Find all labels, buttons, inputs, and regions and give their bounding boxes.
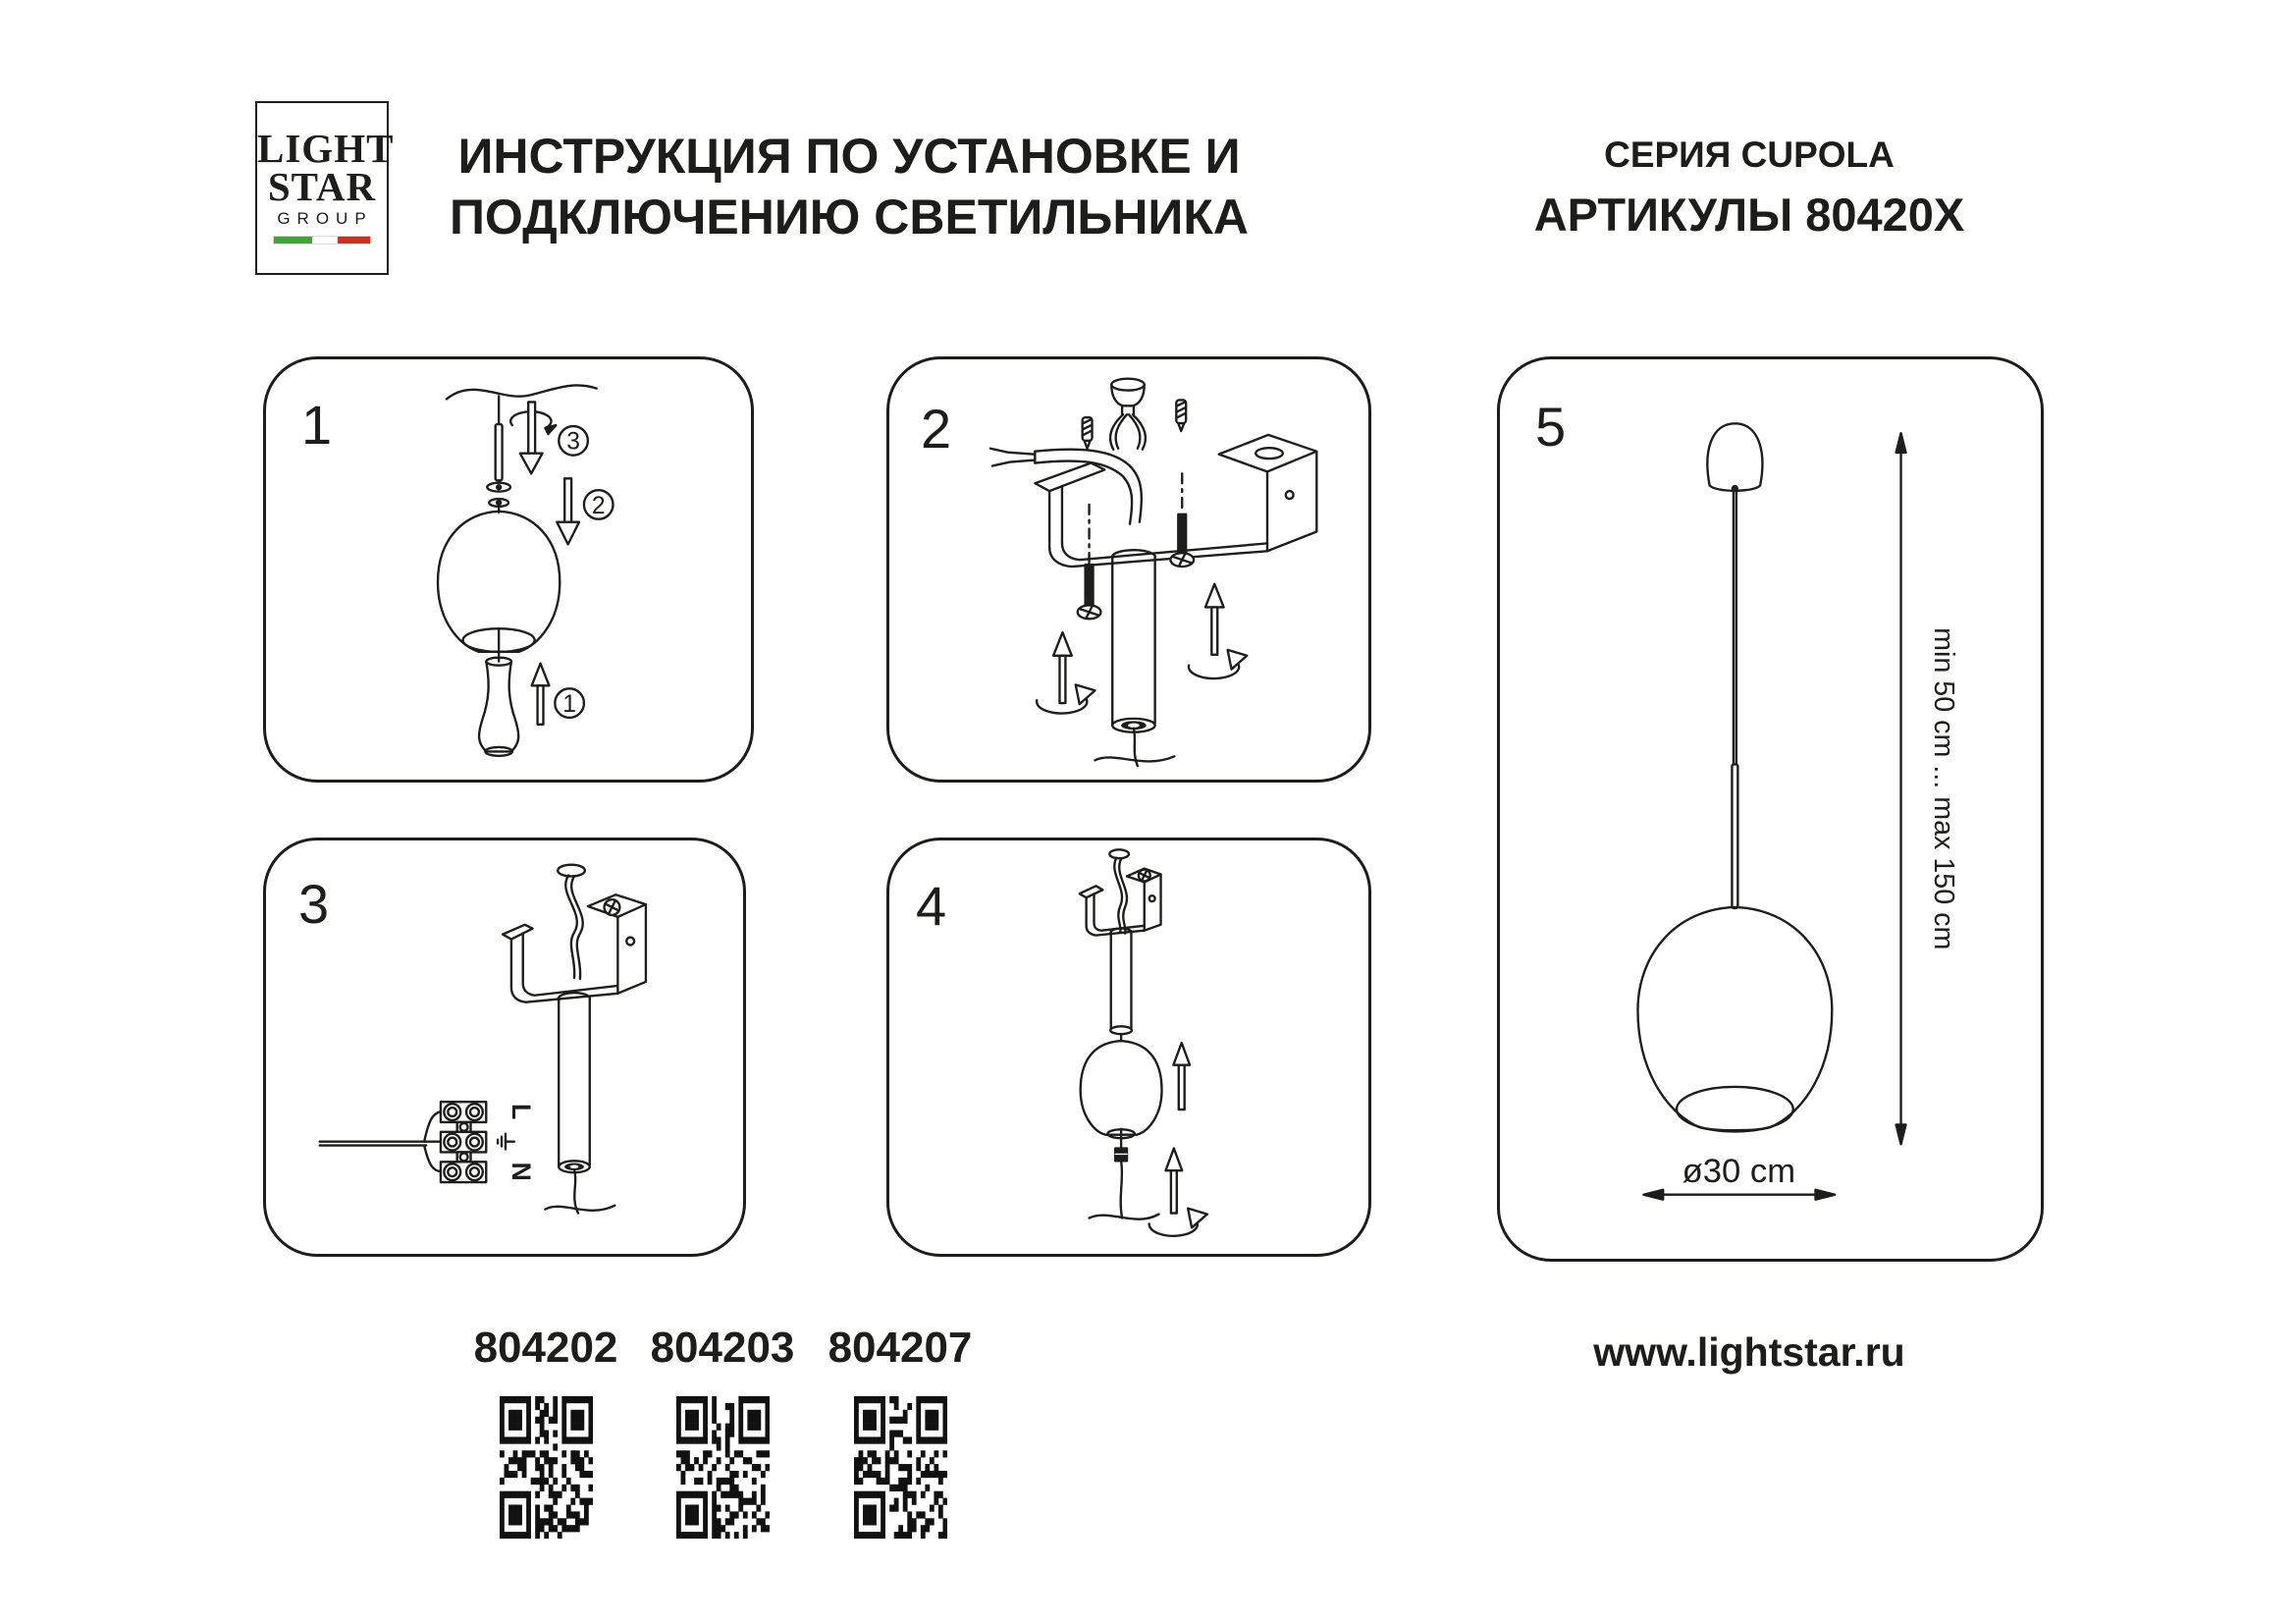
series-name: СЕРИЯ CUPOLA: [1604, 135, 1895, 175]
badge-1-label: 1: [562, 690, 576, 718]
wall-dowel: [1176, 400, 1186, 431]
shade-opening: [1677, 1087, 1793, 1132]
screw: [1170, 514, 1194, 567]
step-2-number: 2: [921, 398, 952, 460]
wall-dowel: [1083, 417, 1093, 449]
page-title: [412, 126, 1286, 247]
step-4-panel: [886, 838, 1371, 1257]
step-1-panel: [263, 356, 754, 783]
logo-word-group: GROUP: [277, 209, 373, 228]
bracket-plate: [1219, 435, 1317, 471]
branch-wire: [424, 1111, 441, 1142]
lightstar-logo: [255, 101, 395, 275]
arrow-2-shaft: [564, 478, 571, 521]
diameter-dimension-arrow: [1643, 1190, 1835, 1200]
wire-tips: [990, 449, 1035, 466]
screw: [1078, 565, 1101, 619]
italian-flag-stripe: [273, 236, 371, 244]
step-1-number: 1: [301, 394, 333, 456]
bracket-channel: [1049, 491, 1267, 567]
article-column: [807, 1324, 993, 1539]
lift-rotate-arrow: [1037, 632, 1095, 713]
terminal-label-live: L: [506, 1103, 536, 1120]
bracket-right-face: [1267, 452, 1316, 552]
step-5-number: 5: [1535, 396, 1567, 458]
badge-2-label: 2: [591, 492, 606, 519]
branch-wire: [424, 1146, 441, 1172]
bracket-left-flange: [503, 925, 533, 940]
terminal-label-neutral: N: [506, 1162, 536, 1181]
website-url: www.lightstar.ru: [1593, 1329, 1905, 1375]
arrow-2-head: [557, 522, 579, 545]
step-5-drawing: [1500, 359, 2041, 1259]
lamp-shade: [1081, 1041, 1162, 1135]
canopy: [1111, 379, 1145, 391]
title-line-1: ИНСТРУКЦИЯ ПО УСТАНОВКЕ И: [457, 129, 1241, 184]
cord-connector: [1115, 1149, 1127, 1162]
arrow-1-head: [532, 664, 550, 686]
logo-word-star: STAR: [267, 164, 377, 209]
bracket-left-flange: [1035, 463, 1104, 492]
article-column: [629, 1324, 816, 1539]
article-number: 804202: [473, 1324, 618, 1372]
lamp-shade: [1637, 907, 1832, 1130]
arrow-3-shaft: [528, 402, 535, 453]
lift-rotate-arrow: [1149, 1149, 1207, 1236]
ceiling-hole: [1109, 849, 1129, 858]
screw-head: [605, 899, 620, 915]
ground-wave: [545, 1206, 614, 1211]
screw-head: [1139, 870, 1150, 882]
article-number: 804203: [650, 1324, 795, 1372]
step-3-number: 3: [298, 873, 330, 935]
earth-symbol: [498, 1134, 514, 1150]
cord-rod: [1732, 764, 1737, 907]
badge-3-label: 3: [566, 428, 580, 456]
arrow-1-shaft: [538, 685, 544, 724]
flag-white: [312, 237, 337, 244]
ceiling-wave: [447, 385, 597, 399]
diffuser: [479, 662, 518, 752]
ceiling-hole: [558, 865, 585, 877]
step-2-drawing: [889, 359, 1368, 780]
cord: [1121, 1161, 1122, 1218]
title-line-2: ПОДКЛЮЧЕНИЮ СВЕТИЛЬНИКА: [449, 189, 1249, 244]
step-4-drawing: [889, 840, 1368, 1254]
step-4-number: 4: [916, 875, 947, 937]
cord: [574, 1169, 578, 1213]
terminal-block: [441, 1102, 486, 1182]
series-header: [1504, 135, 1995, 242]
lift-rotate-arrow: [1189, 584, 1247, 678]
article-number: 804207: [828, 1324, 973, 1372]
flag-red: [338, 237, 370, 244]
bracket-channel-inner: [1062, 486, 1267, 560]
canopy: [1707, 423, 1762, 491]
qr-code: [676, 1396, 770, 1539]
step-3-panel: [263, 838, 746, 1257]
step-3-drawing: [266, 840, 743, 1254]
step-5-panel: [1497, 356, 2044, 1262]
arrow-3-head: [520, 454, 543, 474]
step-1-drawing: [266, 359, 751, 780]
articles-heading: АРТИКУЛЫ 80420X: [1533, 189, 1965, 241]
bracket-left-flange: [1080, 886, 1103, 897]
bracket-right-face: [617, 904, 646, 994]
qr-code: [854, 1396, 947, 1539]
height-dimension-arrow: [1896, 433, 1906, 1144]
ground-wave: [1090, 1215, 1159, 1219]
up-arrow: [1173, 1043, 1190, 1110]
logo-word-light: LIGHT: [257, 126, 395, 171]
height-dimension-label: min 50 cm ... max 150 cm: [1928, 627, 1960, 950]
article-column: [453, 1324, 639, 1539]
qr-code: [500, 1396, 593, 1539]
step-2-panel: [886, 356, 1371, 783]
diameter-dimension-label: ø30 cm: [1682, 1152, 1796, 1190]
flag-green: [274, 237, 312, 244]
